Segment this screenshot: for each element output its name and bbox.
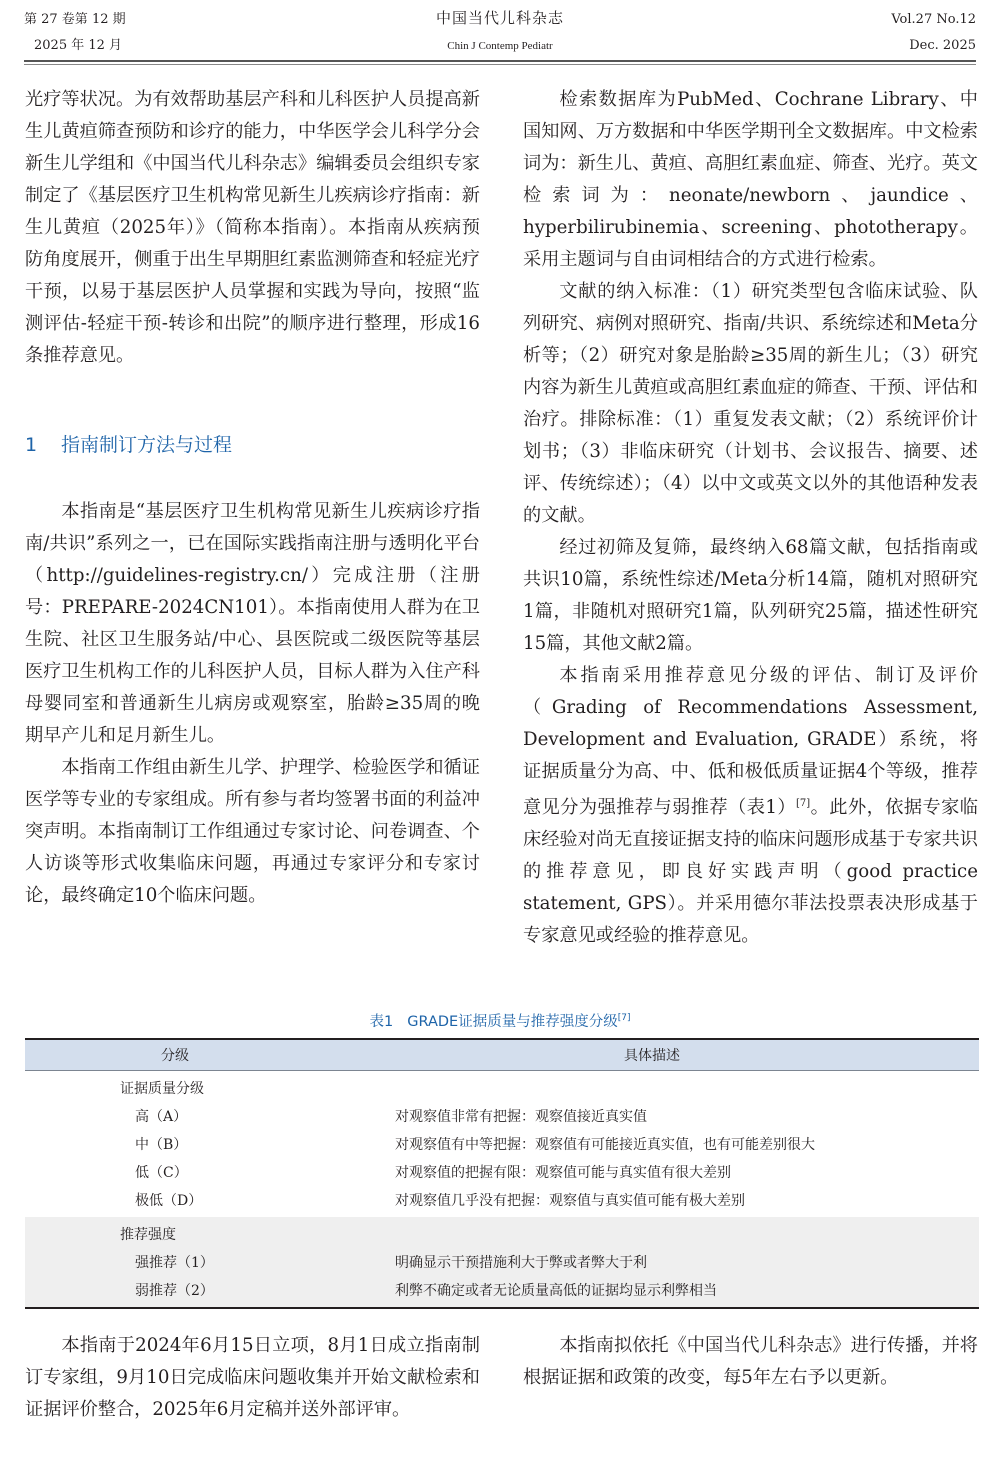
paragraph-working-group: 本指南工作组由新生儿学、护理学、检验医学和循证医学等专业的专家组成。所有参与者均签署书面的利益冲突声明。本指南制订工作组通过专家讨论、问卷调查、个人访谈等形式收集临床问题，再通过专家评分和专家讨论，最终确定10个临床问题。: [25, 757, 480, 906]
description-cell: 对观察值有中等把握：观察值有可能接近真实值，也有可能差别很大: [395, 1137, 815, 1153]
grade-cell: 强推荐（1）: [135, 1255, 214, 1271]
grade-cell: 极低（D）: [135, 1193, 203, 1209]
volume-issue-cn: 第 27 卷第 12 期: [24, 12, 126, 27]
paragraph-grade-system: [523, 660, 978, 952]
section-number: 1: [25, 434, 38, 456]
table-row: [25, 1186, 979, 1214]
volume-issue-en: Vol.27 No.12: [891, 12, 976, 27]
evidence-quality-block: [25, 1071, 979, 1217]
description-cell: 明确显示干预措施利大于弊或者弊大于利: [395, 1255, 647, 1271]
table-title: GRADE证据质量与推荐强度分级: [407, 1014, 618, 1030]
grade-text-after-ref: 。此外，依据专家临床经验对尚无直接证据支持的临床问题形成基于专家共识的推荐意见，即良好实践声明（good practice statement, GPS）。并采用德尔菲法投票表决形成基于专家意见或经验的推荐意见。: [523, 797, 978, 946]
citation-ref[interactable]: [7]: [796, 798, 811, 809]
recommendation-strength-block: [25, 1217, 979, 1307]
right-column-top: [523, 84, 978, 952]
group-label: 证据质量分级: [120, 1081, 204, 1097]
table-row: [25, 1102, 979, 1130]
grade-cell: 中（B）: [135, 1137, 188, 1153]
table-bottom-rule: [25, 1307, 979, 1309]
section-heading: [25, 430, 232, 457]
description-cell: 对观察值几乎没有把握：观察值与真实值可能有极大差别: [395, 1193, 745, 1209]
table-row: [25, 1248, 979, 1276]
table-header-row: [25, 1040, 979, 1071]
paragraph-timeline: 本指南于2024年6月15日立项，8月1日成立指南制订专家组，9月10日完成临床问题收集并开始文献检索和证据评价整合，2025年6月定稿并送外部评审。: [25, 1335, 480, 1420]
grade-cell: 低（C）: [135, 1165, 188, 1181]
paragraph-registration: 本指南是“基层医疗卫生机构常见新生儿疾病诊疗指南/共识”系列之一，已在国际实践指南注册与透明化平台（http://guidelines-registry.cn/）完成注册（注册号：PREPARE-2024CN101）。本指南使用人群为在卫生院、社区卫生服务站/中心、县医院或二级医院等基层医疗卫生机构工作的儿科医护人员，目标人群为入住产科母婴同室和普通新生儿病房或观察室，胎龄≥35周的晚期早产儿和足月新生儿。: [25, 501, 480, 746]
paragraph-dissemination: 本指南拟依托《中国当代儿科杂志》进行传播，并将根据证据和政策的改变，每5年左右予以更新。: [523, 1335, 978, 1388]
description-cell: 利弊不确定或者无论质量高低的证据均显示利弊相当: [395, 1283, 717, 1299]
right-column-bottom: [523, 1330, 978, 1394]
table-group-row: [25, 1074, 979, 1102]
journal-title-en: Chin J Contemp Pediatr: [447, 40, 553, 52]
grade-text-before-ref: 本指南采用推荐意见分级的评估、制订及评价（Grading of Recommendations Assessment, Development and Evaluation, GRADE）系统，将证据质量分为高、中、低和极低质量证据4个等级，推荐意见分为强推荐与弱推荐（表1）: [523, 665, 978, 818]
table-row: [25, 1276, 979, 1304]
description-cell: 对观察值非常有把握：观察值接近真实值: [395, 1109, 647, 1125]
date-en: Dec. 2025: [909, 38, 976, 53]
grade-cell: 弱推荐（2）: [135, 1283, 214, 1299]
table-body: [25, 1071, 979, 1307]
left-column-top: [25, 84, 480, 372]
paragraph-screening-results: 经过初筛及复筛，最终纳入68篇文献，包括指南或共识10篇，系统性综述/Meta分析14篇，随机对照研究1篇，非随机对照研究1篇，队列研究25篇，描述性研究15篇，其他文献2篇。: [523, 537, 978, 654]
table-caption: [0, 1010, 1000, 1031]
header-rule-thick: [24, 60, 976, 62]
header-rule-thin: [24, 64, 976, 65]
left-column-bottom: [25, 1330, 480, 1426]
date-cn: 2025 年 12 月: [34, 38, 123, 53]
column-header-description: 具体描述: [624, 1048, 680, 1064]
journal-title-cn: 中国当代儿科杂志: [435, 9, 564, 27]
column-header-grade: 分级: [161, 1048, 189, 1064]
paragraph-databases: 检索数据库为PubMed、Cochrane Library、中国知网、万方数据和中华医学期刊全文数据库。中文检索词为：新生儿、黄疸、高胆红素血症、筛查、光疗。英文检索词为：neonate/newborn、jaundice、hyperbilirubinemia、screening、phototherapy。采用主题词与自由词相结合的方式进行检索。: [523, 89, 978, 270]
grade-cell: 高（A）: [135, 1109, 188, 1125]
description-cell: 对观察值的把握有限：观察值可能与真实值有很大差别: [395, 1165, 731, 1181]
left-column-middle: [25, 496, 480, 912]
table-citation-ref[interactable]: [7]: [617, 1013, 631, 1023]
table-group-row: [25, 1220, 979, 1248]
grade-table: [25, 1038, 979, 1309]
group-label: 推荐强度: [120, 1227, 176, 1243]
paragraph-intro-continued: 光疗等状况。为有效帮助基层产科和儿科医护人员提高新生儿黄疸筛查预防和诊疗的能力，中华医学会儿科学分会新生儿学组和《中国当代儿科杂志》编辑委员会组织专家制定了《基层医疗卫生机构常见新生儿疾病诊疗指南：新生儿黄疸（2025年）》（简称本指南）。本指南从疾病预防角度展开，侧重于出生早期胆红素监测筛查和轻症光疗干预，以易于基层医护人员掌握和实践为导向，按照“监测评估-轻症干预-转诊和出院”的顺序进行整理，形成16条推荐意见。: [25, 89, 480, 366]
table-label: 表1: [369, 1014, 394, 1030]
paragraph-inclusion-criteria: 文献的纳入标准：（1）研究类型包含临床试验、队列研究、病例对照研究、指南/共识、系统综述和Meta分析等；（2）研究对象是胎龄≥35周的新生儿；（3）研究内容为新生儿黄疸或高胆红素血症的筛查、干预、评估和治疗。排除标准：（1）重复发表文献；（2）系统评价计划书；（3）非临床研究（计划书、会议报告、摘要、述评、传统综述）；（4）以中文或英文以外的其他语种发表的文献。: [523, 281, 978, 526]
running-header: [0, 0, 1000, 62]
table-row: [25, 1158, 979, 1186]
section-title: 指南制订方法与过程: [61, 434, 233, 456]
table-row: [25, 1130, 979, 1158]
